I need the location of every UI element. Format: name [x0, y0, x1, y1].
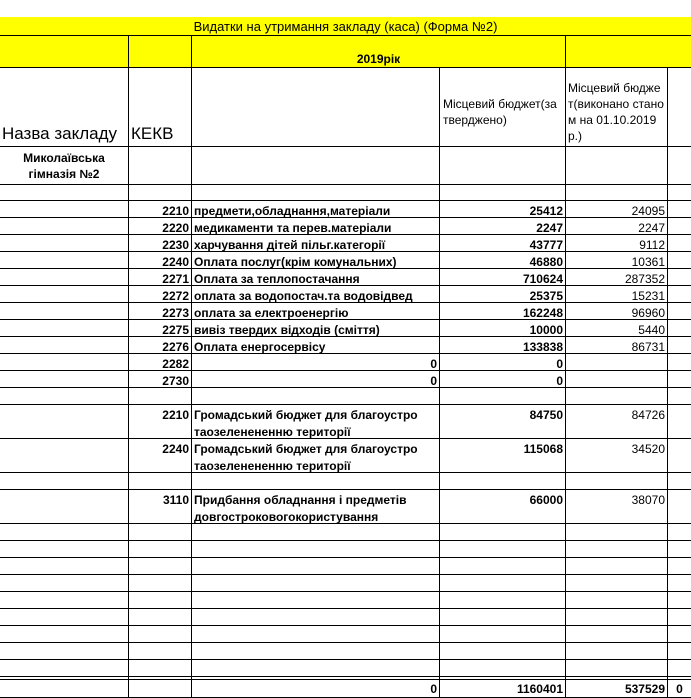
cell	[129, 643, 192, 660]
expense-description: харчування дітей пільг.категорії	[192, 235, 440, 252]
executed-amount: 2247	[566, 218, 668, 235]
cell	[440, 388, 566, 405]
cell	[566, 643, 668, 660]
executed-amount: 5440	[566, 320, 668, 337]
executed-amount	[566, 371, 668, 388]
approved-amount: 2247	[440, 218, 566, 235]
cell	[129, 558, 192, 575]
kekv-code: 2210	[129, 405, 192, 439]
expense-description: оплата за електроенергію	[192, 303, 440, 320]
expense-description-cont: довгостроковогокористування	[192, 507, 440, 524]
expense-description: Оплата за теплопостачання	[192, 269, 440, 286]
cell	[129, 147, 192, 185]
cell	[668, 147, 691, 185]
expense-description: Оплата енергосервісу	[192, 337, 440, 354]
approved-amount: 84750	[440, 405, 566, 439]
cell	[668, 558, 691, 575]
cell	[192, 575, 440, 592]
expense-description-cont: таозеленененню території	[192, 422, 440, 439]
approved-amount: 43777	[440, 235, 566, 252]
cell	[0, 388, 129, 405]
expense-description: медикаменти та перев.матеріали	[192, 218, 440, 235]
cell	[668, 609, 691, 626]
cell	[668, 201, 691, 218]
kekv-code: 2271	[129, 269, 192, 286]
cell	[0, 558, 129, 575]
cell	[668, 354, 691, 371]
kekv-code: 2272	[129, 286, 192, 303]
cell	[129, 575, 192, 592]
cell	[668, 643, 691, 660]
cell	[566, 524, 668, 541]
totals-extra: 0	[668, 680, 691, 698]
kekv-code: 2210	[129, 201, 192, 218]
cell	[440, 185, 566, 201]
cell	[0, 490, 129, 524]
header-name: Назва закладу	[0, 68, 129, 147]
cell	[668, 541, 691, 558]
cell	[668, 575, 691, 592]
sheet-title: Видатки на утримання закладу (каса) (Форма №2)	[0, 17, 691, 36]
cell	[192, 660, 440, 677]
kekv-code: 3110	[129, 490, 192, 524]
expense-description: предмети,обладнання,матеріали	[192, 201, 440, 218]
cell	[192, 558, 440, 575]
cell	[0, 218, 129, 235]
cell	[0, 320, 129, 337]
header-kekv: КЕКВ	[129, 68, 192, 147]
cell	[440, 626, 566, 643]
cell	[566, 388, 668, 405]
header-extra	[668, 68, 691, 147]
cell	[668, 626, 691, 643]
cell	[566, 626, 668, 643]
cell	[0, 524, 129, 541]
totals-executed: 537529	[566, 680, 668, 698]
kekv-code: 2275	[129, 320, 192, 337]
executed-amount: 86731	[566, 337, 668, 354]
cell	[668, 185, 691, 201]
cell	[668, 235, 691, 252]
kekv-code: 2220	[129, 218, 192, 235]
cell	[129, 185, 192, 201]
executed-amount: 34520	[566, 439, 668, 473]
cell	[668, 660, 691, 677]
cell	[440, 609, 566, 626]
cell	[0, 439, 129, 473]
approved-amount: 710624	[440, 269, 566, 286]
cell	[0, 643, 129, 660]
cell	[192, 185, 440, 201]
cell	[0, 680, 129, 698]
institution-name: Миколаївська гімназія №2	[0, 147, 129, 185]
cell	[0, 609, 129, 626]
kekv-code: 2276	[129, 337, 192, 354]
cell	[0, 201, 129, 218]
cell	[192, 388, 440, 405]
expense-description: Оплата послуг(крім комунальних)	[192, 252, 440, 269]
cell	[0, 473, 129, 490]
executed-amount: 24095	[566, 201, 668, 218]
cell	[192, 524, 440, 541]
cell	[0, 337, 129, 354]
executed-amount: 9112	[566, 235, 668, 252]
expense-description: Громадський бюджет для благоустро	[192, 405, 440, 422]
expense-description: 0	[192, 354, 440, 371]
cell	[129, 388, 192, 405]
cell	[0, 660, 129, 677]
approved-amount: 115068	[440, 439, 566, 473]
cell	[440, 541, 566, 558]
expense-description: оплата за водопостач.та водовідвед	[192, 286, 440, 303]
header-executed: Місцевий бюджет(виконано станом на 01.10.2019 р.)	[566, 68, 668, 147]
cell	[192, 626, 440, 643]
cell	[192, 643, 440, 660]
cell	[0, 371, 129, 388]
cell	[129, 541, 192, 558]
cell	[668, 473, 691, 490]
executed-amount	[566, 354, 668, 371]
executed-amount: 15231	[566, 286, 668, 303]
cell	[129, 473, 192, 490]
cell	[668, 269, 691, 286]
expense-description: вивіз твердих відходів (сміття)	[192, 320, 440, 337]
header-desc	[192, 68, 440, 147]
cell	[192, 541, 440, 558]
cell	[566, 558, 668, 575]
approved-amount: 66000	[440, 490, 566, 524]
cell	[440, 147, 566, 185]
totals-approved: 1160401	[440, 680, 566, 698]
header-approved: Місцевий бюджет(затверджено)	[440, 68, 566, 147]
cell	[566, 185, 668, 201]
executed-amount: 287352	[566, 269, 668, 286]
cell	[440, 643, 566, 660]
executed-amount: 38070	[566, 490, 668, 524]
approved-amount: 46880	[440, 252, 566, 269]
approved-amount: 0	[440, 354, 566, 371]
cell	[668, 388, 691, 405]
expense-description: 0	[192, 371, 440, 388]
cell	[440, 575, 566, 592]
cell	[566, 575, 668, 592]
cell	[668, 252, 691, 269]
kekv-code: 2273	[129, 303, 192, 320]
cell	[192, 473, 440, 490]
cell	[0, 575, 129, 592]
cell	[668, 286, 691, 303]
approved-amount: 0	[440, 371, 566, 388]
cell	[129, 680, 192, 698]
approved-amount: 133838	[440, 337, 566, 354]
cell	[0, 354, 129, 371]
cell	[566, 609, 668, 626]
year-cell-e	[566, 36, 691, 68]
approved-amount: 25412	[440, 201, 566, 218]
cell	[0, 269, 129, 286]
cell	[668, 490, 691, 524]
cell	[668, 439, 691, 473]
cell	[129, 524, 192, 541]
cell	[440, 592, 566, 609]
cell	[129, 609, 192, 626]
cell	[566, 147, 668, 185]
cell	[0, 185, 129, 201]
executed-amount: 10361	[566, 252, 668, 269]
cell	[129, 592, 192, 609]
cell	[0, 303, 129, 320]
expense-description-cont: таозеленененню території	[192, 456, 440, 473]
cell	[440, 473, 566, 490]
cell	[668, 371, 691, 388]
cell	[566, 541, 668, 558]
cell	[192, 147, 440, 185]
cell	[566, 592, 668, 609]
approved-amount: 10000	[440, 320, 566, 337]
cell	[668, 218, 691, 235]
cell	[668, 320, 691, 337]
cell	[668, 592, 691, 609]
year-cell-b	[129, 36, 192, 68]
cell	[0, 541, 129, 558]
cell	[440, 524, 566, 541]
cell	[0, 286, 129, 303]
year-label: 2019рік	[192, 36, 566, 68]
cell	[566, 473, 668, 490]
kekv-code: 2230	[129, 235, 192, 252]
cell	[668, 524, 691, 541]
cell	[0, 405, 129, 439]
cell	[0, 252, 129, 269]
cell	[440, 660, 566, 677]
expense-description: Громадський бюджет для благоустро	[192, 439, 440, 456]
cell	[192, 609, 440, 626]
cell	[668, 405, 691, 439]
kekv-code: 2240	[129, 439, 192, 473]
cell	[0, 626, 129, 643]
totals-description: 0	[192, 680, 440, 698]
kekv-code: 2240	[129, 252, 192, 269]
cell	[192, 592, 440, 609]
kekv-code: 2730	[129, 371, 192, 388]
expense-description: Придбання обладнання і предметів	[192, 490, 440, 507]
cell	[668, 303, 691, 320]
cell	[440, 558, 566, 575]
approved-amount: 25375	[440, 286, 566, 303]
cell	[129, 626, 192, 643]
cell	[129, 660, 192, 677]
year-cell-a	[0, 36, 129, 68]
cell	[0, 235, 129, 252]
executed-amount: 84726	[566, 405, 668, 439]
cell	[0, 592, 129, 609]
kekv-code: 2282	[129, 354, 192, 371]
cell	[566, 660, 668, 677]
approved-amount: 162248	[440, 303, 566, 320]
cell	[668, 337, 691, 354]
executed-amount: 96960	[566, 303, 668, 320]
